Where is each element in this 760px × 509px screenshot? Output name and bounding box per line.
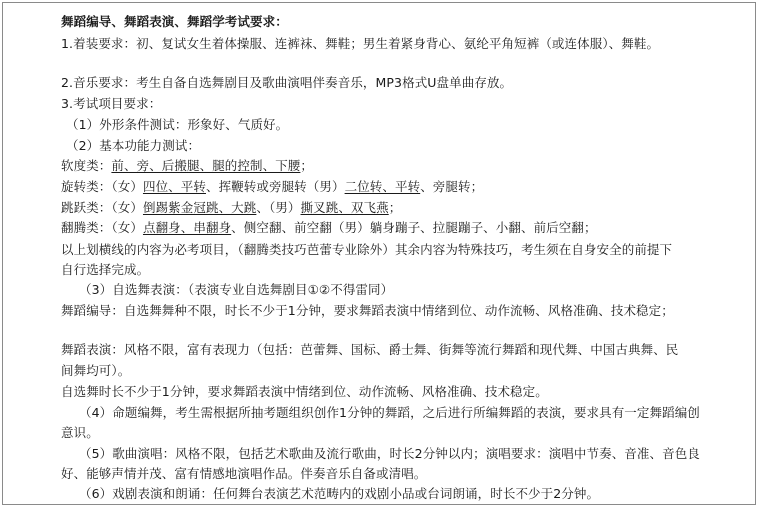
rotation-female: （女）: [111, 179, 143, 194]
tumbling-female: （女）: [111, 220, 143, 235]
heading: 舞蹈编导、舞蹈表演、舞蹈学考试要求：: [61, 14, 288, 29]
singing-req-2: 好、能够声情并茂、富有情感地演唱作品。伴奏音乐自备或清唱。: [61, 466, 427, 481]
jump-label: 跳跃类：: [61, 200, 112, 215]
rotation-male-required: 二位转、平转: [344, 179, 421, 194]
theme-choreo-2: 意识。: [61, 425, 99, 440]
flexibility-line: [61, 158, 313, 174]
note-line-1: 以上划横线的内容为必考项目，（翻腾类技巧芭蕾专业除外）其余内容为特殊技巧，考生须在自身安全的前提下: [61, 242, 673, 257]
dress-requirement: 1.着装要求：初、复试女生着体操服、连裤袜、舞鞋；男生着紧身背心、氨纶平角短裤（或连体服）、舞鞋。: [61, 36, 660, 51]
flexibility-required: 前、旁、后搬腿、腿的控制、下腰: [111, 158, 301, 173]
rotation-label: 旋转类：: [61, 179, 112, 194]
rotation-mid: 、挥鞭转或旁腿转（男）: [205, 179, 345, 194]
flexibility-label: 软度类：: [61, 158, 112, 173]
jump-female-required: 倒踢紫金冠跳、大跳: [142, 200, 257, 215]
solo-duration-req: 自选舞时长不少于1分钟，要求舞蹈表演中情绪到位、动作流畅、风格准确、技术稳定。: [61, 384, 548, 399]
jump-mid: 、（男）: [256, 200, 301, 215]
tumbling-label: 翻腾类：: [61, 220, 112, 235]
note-line-2: 自行选择完成。: [61, 262, 150, 277]
basic-skill-test: （2）基本功能力测试：: [66, 138, 201, 153]
rotation-line: [61, 179, 483, 195]
performance-req-1: 舞蹈表演：风格不限，富有表现力（包括：芭蕾舞、国标、爵士舞、街舞等流行舞蹈和现代舞、中国古典舞、民: [61, 342, 679, 357]
jump-female: （女）: [111, 200, 143, 215]
jump-line: [61, 200, 401, 216]
theme-choreo-1: （4）命题编舞，考生需根据所抽考题组织创作1分钟的舞蹈，之后进行所编舞蹈的表演，要求具有一定舞蹈编创: [79, 405, 700, 420]
singing-req-1: （5）歌曲演唱：风格不限，包括艺术歌曲及流行歌曲，时长2分钟以内；演唱要求：演唱中节奏、音准、音色良: [79, 446, 700, 461]
solo-dance-title: （3）自选舞表演：（表演专业自选舞剧目①②不得雷同）: [79, 282, 394, 297]
performance-req-2: 间舞均可）。: [61, 363, 131, 378]
tumbling-rest: 、侧空翻、前空翻（男）躺身蹦子、拉腿蹦子、小翻、前后空翻；: [231, 220, 597, 235]
appearance-test: （1）外形条件测试：形象好、气质好。: [66, 117, 289, 132]
exam-items-title: 3.考试项目要求：: [61, 96, 162, 111]
drama-recitation-req: （6）戏剧表演和朗诵：任何舞台表演艺术范畴内的戏剧小品或台词朗诵，时长不少于2分钟。: [79, 486, 600, 501]
rotation-end: 、旁腿转；: [420, 179, 484, 194]
jump-end: ；: [388, 200, 402, 215]
music-requirement: 2.音乐要求：考生自备自选舞剧目及歌曲演唱伴奏音乐，MP3格式U盘单曲存放。: [61, 75, 513, 90]
tumbling-line: [61, 220, 597, 236]
tumbling-female-required: 点翻身、串翻身: [142, 220, 232, 235]
choreography-req: 舞蹈编导：自选舞舞种不限，时长不少于1分钟，要求舞蹈表演中情绪到位、动作流畅、风格准确、技术稳定；: [61, 303, 674, 318]
flexibility-end: ；: [300, 158, 314, 173]
jump-male-required: 撕叉跳、双飞燕: [300, 200, 389, 215]
rotation-female-required: 四位、平转: [142, 179, 206, 194]
